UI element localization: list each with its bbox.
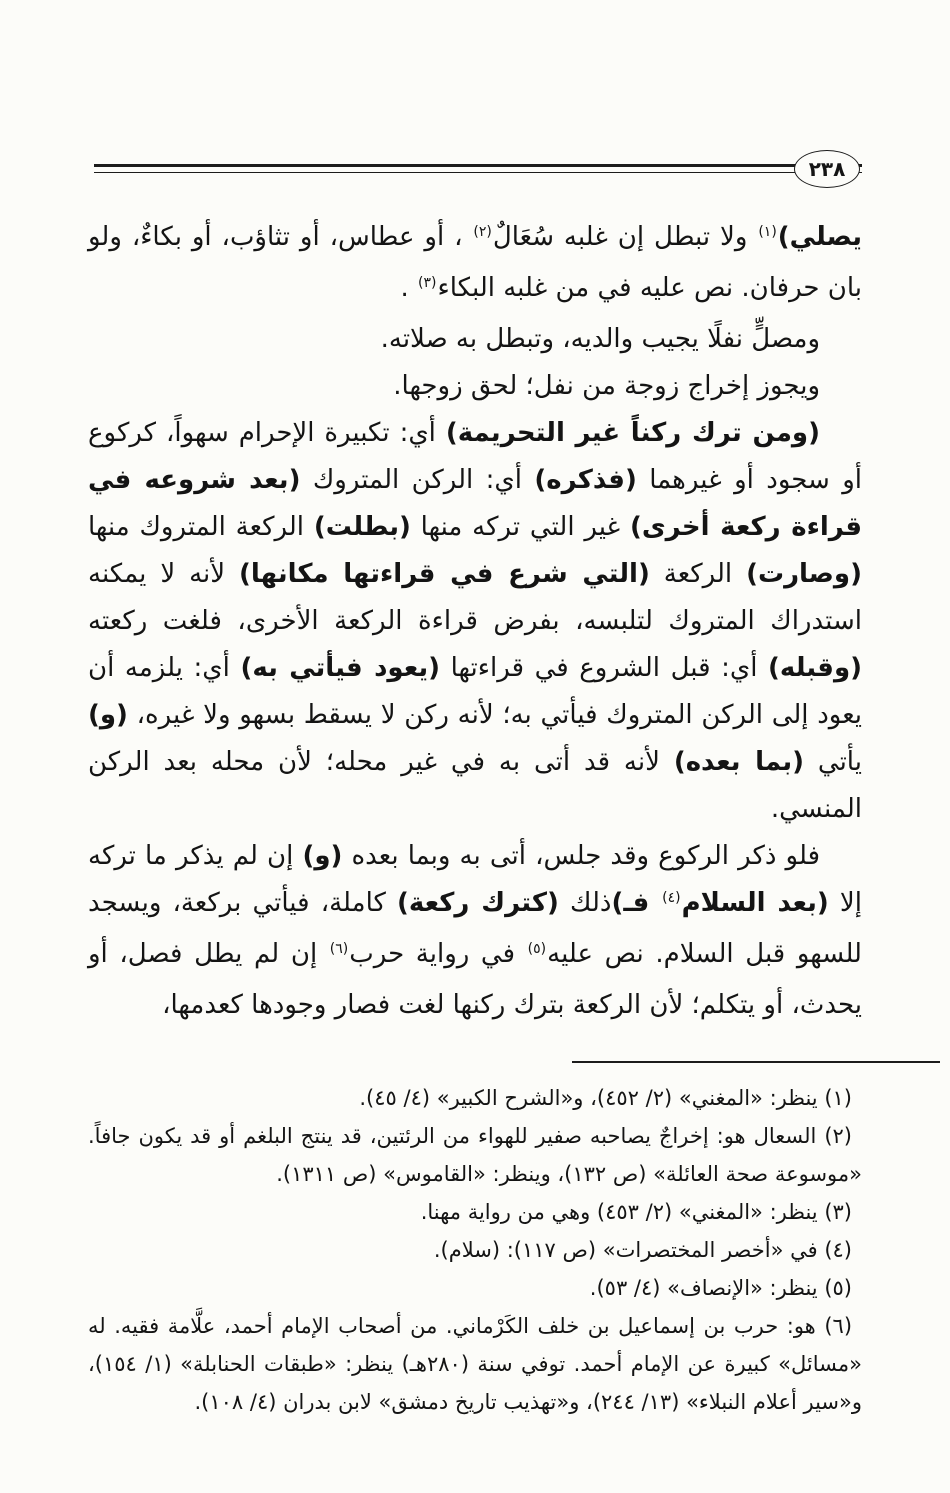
- footnote-marker: (٢): [473, 224, 492, 240]
- matn-text: (ومن ترك ركناً غير التحريمة): [445, 418, 820, 448]
- sharh-text: ولا تبطل إن غلبه سُعَالٌ: [492, 222, 758, 252]
- footnote: (٥) ينظر: «الإنصاف» (٤/ ٥٣).: [589, 1276, 852, 1300]
- matn-text: (بما بعده): [673, 747, 805, 777]
- footnote-number: (١): [817, 1086, 852, 1110]
- paragraph: [88, 833, 862, 1029]
- sharh-text: إن لم يذكر ما تركه إلا: [88, 841, 862, 918]
- sharh-text: ، أو عطاس، أو تثاؤب، أو بكاءٌ، ولو بان حرفان. نص عليه في من غلبه البكاء: [88, 222, 862, 303]
- sharh-text: ذلك: [558, 888, 612, 918]
- header-rule: [94, 164, 862, 173]
- footnote: (٣) ينظر: «المغني» (٢/ ٤٥٣) وهي من رواية مهنا.: [420, 1200, 852, 1224]
- paragraph: [88, 410, 862, 833]
- sharh-text: أي: يلزمه أن يعود إلى الركن المتروك فيأتي به؛ لأنه ركن لا يسقط بسهو ولا غيره،: [88, 653, 862, 730]
- page-number-badge: [794, 150, 860, 188]
- matn-text: (التي شرع في قراءتها مكانها): [239, 559, 650, 589]
- body-text: [88, 214, 862, 1029]
- footnote: (١) ينظر: «المغني» (٢/ ٤٥٢)، و«الشرح الكبير» (٤/ ٤٥).: [359, 1086, 852, 1110]
- footnote-number: (٢): [816, 1124, 852, 1148]
- sharh-text: لأنه لا يمكنه استدراك المتروك لتلبسه، بفرض قراءة الركعة الأخرى، فلغت ركعته: [88, 559, 862, 636]
- sharh-text: كاملة، فيأتي بركعة، ويسجد للسهو قبل السلام. نص عليه: [88, 888, 862, 969]
- matn-text: (بطلت): [313, 512, 411, 542]
- sharh-text: في رواية حرب: [349, 939, 527, 969]
- matn-text: فـ): [611, 888, 662, 918]
- matn-text: (وصارت): [746, 559, 862, 589]
- paragraph: [88, 214, 862, 316]
- page-number: ٢٣٨: [808, 157, 846, 181]
- sharh-text: أي: تكبيرة الإحرام سهواً، كركوع أو سجود أو غيرهما: [88, 418, 862, 495]
- matn-text: يصلي): [777, 222, 862, 252]
- page-header: [88, 152, 862, 188]
- paragraph: [88, 316, 862, 363]
- footnote: (٢) السعال هو: إخراجٌ يصاحبه صفير للهواء من الرئتين، قد ينتج البلغم أو قد يكون جافاً. «موسوعة صحة العائلة» (ص ١٣٢)، وينظر: «القاموس» (ص ١٣١١).: [88, 1124, 862, 1186]
- footnote-separator: [572, 1061, 940, 1063]
- footnote-number: (٥): [817, 1276, 852, 1300]
- footnote-marker: (٤): [662, 890, 681, 906]
- sharh-text: الركعة المتروك منها: [88, 512, 314, 542]
- footnote-marker: (٦): [329, 941, 349, 957]
- matn-text: (يعود فيأتي به): [240, 653, 441, 683]
- footnote-marker: (٥): [527, 941, 547, 957]
- sharh-text: غير التي تركه منها: [410, 512, 630, 542]
- sharh-text: .: [400, 273, 417, 303]
- footnote-number: (٦): [815, 1314, 853, 1338]
- sharh-text: أي: الركن المتروك: [300, 465, 535, 495]
- sharh-text: ومصلٍّ نفلًا يجيب والديه، وتبطل به صلاته.: [380, 324, 820, 354]
- footnote-number: (٤): [817, 1238, 852, 1262]
- sharh-text: لأنه قد أتى به في غير محله؛ لأن محله بعد الركن المنسي.: [88, 747, 862, 824]
- footnote-marker: (١): [758, 224, 777, 240]
- matn-text: (كترك ركعة): [396, 888, 559, 918]
- matn-text: (و): [302, 841, 343, 871]
- sharh-text: أي: قبل الشروع في قراءتها: [440, 653, 769, 683]
- footnote-number: (٣): [817, 1200, 852, 1224]
- sharh-text: الركعة: [649, 559, 747, 589]
- matn-text: (وقبله): [768, 653, 862, 683]
- sharh-text: فلو ذكر الركوع وقد جلس، أتى به وبما بعده: [342, 841, 820, 871]
- matn-text: (بعد شروعه في قراءة ركعة أخرى): [88, 465, 862, 542]
- footnote-marker: (٣): [418, 275, 437, 291]
- paragraph: [88, 363, 862, 410]
- footnotes: [88, 1079, 862, 1421]
- matn-text: (بعد السلام: [681, 888, 829, 918]
- footnote: (٦) هو: حرب بن إسماعيل بن خلف الكَرْماني. من أصحاب الإمام أحمد، علَّامة فقيه. له «مسائل» كبيرة عن الإمام أحمد. توفي سنة (٢٨٠هـ) ينظر: «طبقات الحنابلة» (١/ ١٥٤)، و«سير أعلام النبلاء» (١٣/ ٢٤٤)، و«تهذيب تاريخ دمشق» لابن بدران (٤/ ١٠٨).: [88, 1314, 862, 1414]
- sharh-text: يأتي: [804, 747, 862, 777]
- sharh-text: ويجوز إخراج زوجة من نفل؛ لحق زوجها.: [393, 371, 820, 401]
- sharh-text: إن لم يطل فصل، أو يحدث، أو يتكلم؛ لأن الركعة بترك ركنها لغت فصار وجودها كعدمها،: [88, 939, 862, 1020]
- footnote: (٤) في «أخصر المختصرات» (ص ١١٧): (سلام).: [433, 1238, 852, 1262]
- matn-text: (فذكره): [534, 465, 637, 495]
- matn-text: (و): [88, 700, 128, 730]
